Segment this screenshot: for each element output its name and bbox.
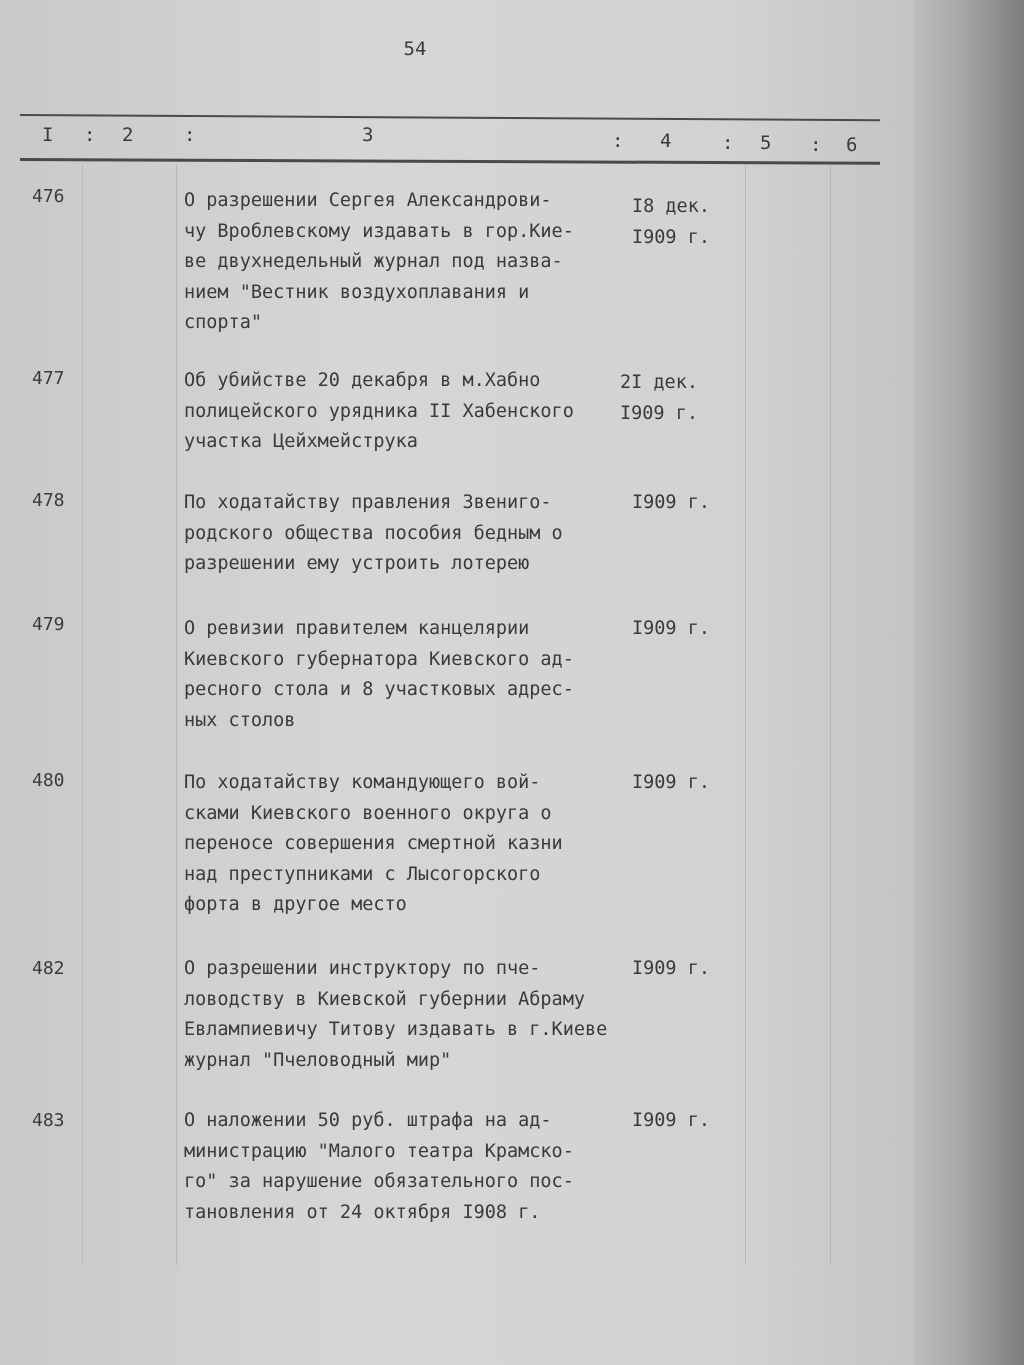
row-title: О ревизии правителем канцелярии Киевского губернатора Киевского ад- ресного стола и 8 участковых адрес- ных столов [184,618,574,731]
row-title: По ходатайству правления Звениго- родского общества пособия бедным о разрешении ему устроить лотерею [184,492,563,574]
row-number: 479 [32,614,65,635]
row-title: О разрешении Сергея Александрови- чу Вроблевскому издавать в гор.Кие- ве двухнедельный журнал под назва- нием "Вестник воздухоплавания и спорта" [184,190,574,333]
row-number: 480 [32,770,65,791]
row-number: 482 [32,958,65,979]
row-title: По ходатайству командующего вой- сками Киевского военного округа о переносе совершения смертной казни над преступниками с Лысогорского форта в другое место [184,772,563,915]
row-date: 2I дек. I909 г. [620,372,698,424]
row-date: I909 г. [632,772,710,793]
column-header-5: 5 [760,132,772,154]
row-number: 476 [32,186,65,207]
row-title: О разрешении инструктору по пче- ловодству в Киевской губернии Абраму Евлампиевичу Титову издавать в г.Киеве журнал "Пчеловодный мир" [184,958,608,1071]
row-date: I909 г. [632,492,710,513]
column-separator: : [184,124,196,146]
column-separator: : [722,132,734,154]
row-title: О наложении 50 руб. штрафа на ад- министрацию "Малого театра Крамско- го" за нарушение обязательного пос- тановления от 24 октября I908 г. [184,1110,574,1223]
row-number: 483 [32,1110,65,1131]
column-guide-line [830,165,831,1265]
page-number: 54 [403,38,427,60]
row-date: I909 г. [632,618,710,639]
column-guide-line [176,165,177,1265]
column-guide-line [745,165,746,1265]
column-header-4: 4 [660,130,672,152]
row-date: I8 дек. I909 г. [632,196,710,248]
column-separator: : [612,130,624,152]
column-header-2: 2 [122,124,134,146]
row-number: 477 [32,368,65,389]
row-number: 478 [32,490,65,511]
column-guide-line [82,165,83,1265]
column-header-6: 6 [846,134,858,156]
column-header-1: I [42,124,54,146]
column-separator: : [84,124,96,146]
page-edge-shadow [914,0,1024,1365]
column-header-3: 3 [362,124,374,146]
row-title: Об убийстве 20 декабря в м.Хабно полицейского урядника II Хабенского участка Цейхмейструка [184,370,574,452]
row-date: I909 г. [632,1110,710,1131]
row-date: I909 г. [632,958,710,979]
column-separator: : [810,134,822,156]
